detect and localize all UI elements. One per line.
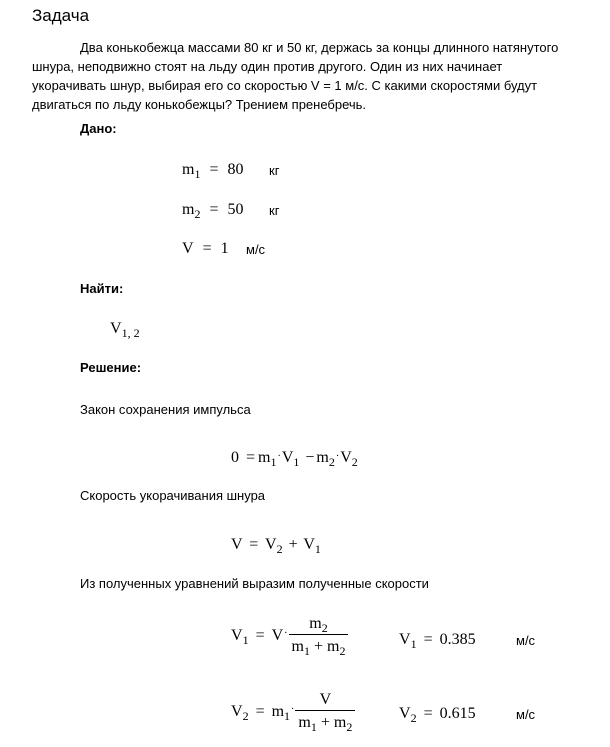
given-m1: $m_1 = 80$ [182,161,244,181]
solution-heading: Решение: [80,360,142,375]
v2-formula: $V_2 = m_1\cdot$ $\frac{V}{m_1 + m_2}$ [231,690,355,734]
problem-line-2: шнура, неподвижно стоят на льду один против другого. Один из них начинает [32,59,503,74]
find-target: $V_{1, 2}$ [110,320,140,340]
v2-unit: м/с [516,707,536,722]
speed-equation: $V = V_2 + V_1$ [231,536,321,556]
problem-line-4: двигаться по льду конькобежцы? Трением пренебречь. [32,97,367,112]
problem-line-3: укорачивать шнур, выбирая его со скоростью V = 1 м/с. С какими скоростями будут [32,78,538,93]
step1-text: Закон сохранения импульса [80,402,251,417]
v1-unit: м/с [516,633,536,648]
v1-fraction: $\frac{m_2}{m_1 + m_2}$ [289,614,349,658]
problem-statement [32,38,600,114]
find-heading: Найти: [80,281,124,296]
v2-result: $V_2 = 0.615$ [399,705,476,725]
step2-text: Скорость укорачивания шнура [80,488,266,503]
given-m2: $m_2 = 50$ [182,201,244,221]
step3-text: Из полученных уравнений выразим полученные скорости [80,576,429,591]
momentum-equation: $0 = m_1\cdot V_1 - m_2\cdot V_2$ [231,449,358,469]
given-v-unit: м/с [246,242,266,257]
v1-formula: $V_1 = V\cdot$ $\frac{m_2}{m_1 + m_2}$ [231,614,348,658]
given-m2-unit: кг [269,203,280,218]
problem-line-1: Два конькобежца массами 80 кг и 50 кг, держась за концы длинного натянутого [80,40,559,55]
given-m1-unit: кг [269,163,280,178]
v1-result: $V_1 = 0.385$ [399,631,476,651]
given-heading: Дано: [80,121,117,136]
page-title: Задача [32,6,90,25]
given-v: V = 1 [182,240,229,257]
v2-fraction: $\frac{V}{m_1 + m_2}$ [295,690,355,734]
